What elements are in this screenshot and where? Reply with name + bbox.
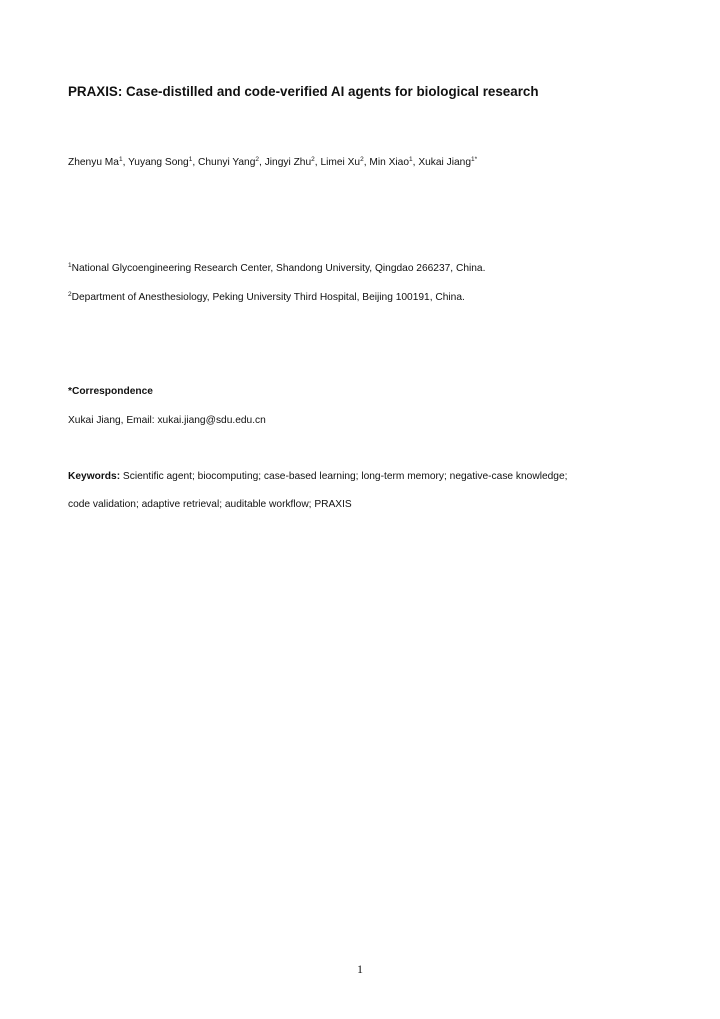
- affiliation-2: $^2$Department of Anesthesiology, Peking University Third Hospital, Beijing 100191, China.: [68, 291, 465, 303]
- keywords-line-1: Keywords: Scientific agent; biocomputing; case-based learning; long-term memory; negative-case knowledge;: [68, 471, 568, 482]
- author: Jingyi Zhu$^2$,: [264, 156, 321, 168]
- author: Yuyang Song$^1$,: [128, 156, 198, 168]
- author: Chunyi Yang$^2$,: [198, 156, 265, 168]
- author: Xukai Jiang$^{1*}$: [418, 156, 478, 168]
- correspondence-heading: *Correspondence: [68, 386, 153, 397]
- affiliation-1: $^1$National Glycoengineering Research Center, Shandong University, Qingdao 266237, China.: [68, 262, 486, 274]
- page-number: 1: [357, 962, 363, 976]
- paper-title: PRAXIS: Case-distilled and code-verified AI agents for biological research: [68, 84, 539, 99]
- author: Zhenyu Ma$^1$,: [68, 156, 129, 168]
- author: Min Xiao$^1$,: [369, 156, 419, 168]
- keywords-label: Keywords:: [68, 471, 121, 482]
- author-list: [68, 157, 477, 168]
- keywords-line-2: code validation; adaptive retrieval; auditable workflow; PRAXIS: [68, 499, 352, 510]
- author: Limei Xu$^2$,: [320, 156, 370, 168]
- correspondence-text: Xukai Jiang, Email: xukai.jiang@sdu.edu.cn: [68, 415, 266, 426]
